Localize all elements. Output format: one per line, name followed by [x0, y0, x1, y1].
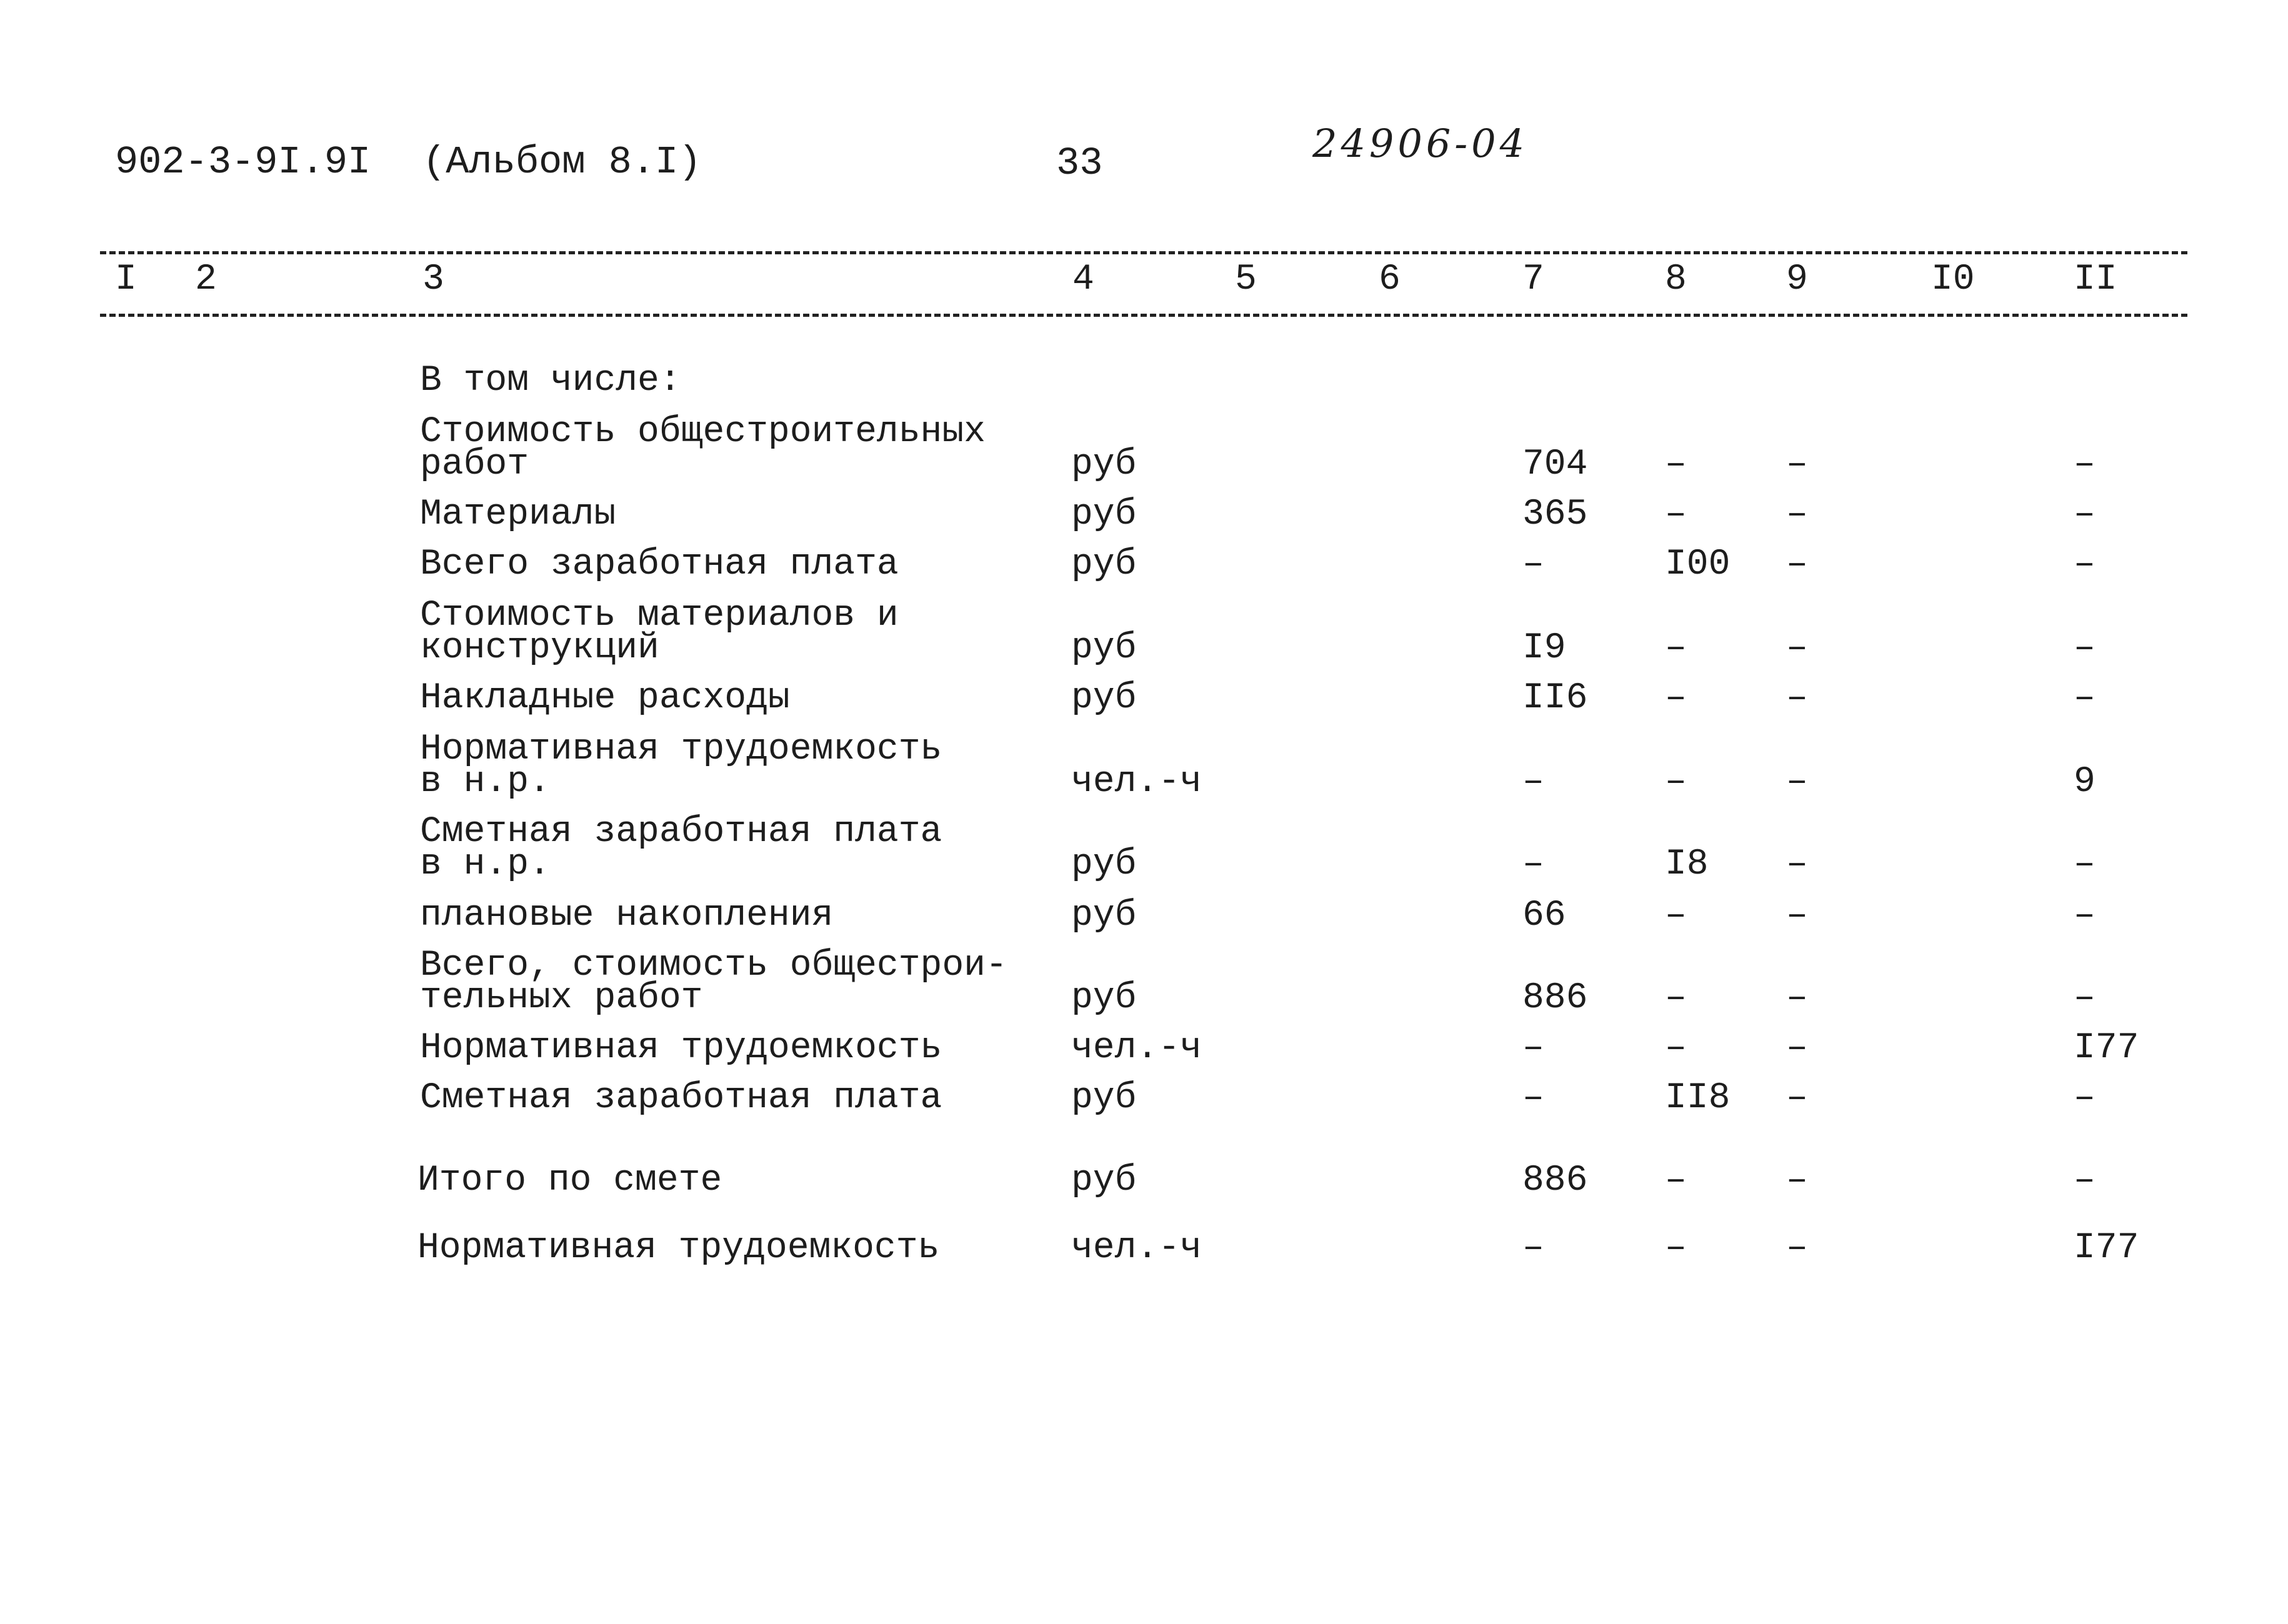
row-description: Накладные расходы — [420, 678, 790, 719]
column-number: 5 — [1235, 259, 1257, 300]
row-col9-value: – — [1786, 1078, 1808, 1118]
row-description: плановые накопления — [420, 895, 834, 936]
row-col8-value: – — [1665, 494, 1687, 535]
row-col7-value: 886 — [1522, 978, 1588, 1019]
row-col7-value: – — [1522, 1078, 1544, 1118]
row-unit: чел.-ч — [1071, 762, 1202, 802]
table-header-bottom-rule — [100, 314, 2187, 317]
section-title: В том числе: — [420, 361, 681, 401]
row-col11-value: – — [2074, 544, 2096, 585]
row-col9-value: – — [1786, 544, 1808, 585]
row-col11-value: – — [2074, 978, 2096, 1019]
row-col8-value: I00 — [1665, 544, 1731, 585]
row-col8-value: – — [1665, 1160, 1687, 1201]
row-col11-value: – — [2074, 678, 2096, 719]
album-label: (Альбом 8.I) — [422, 140, 702, 184]
row-description: в н.р. — [420, 844, 551, 885]
document-code: 902-3-9I.9I — [115, 140, 371, 184]
row-description: Нормативная трудоемкость — [417, 1228, 940, 1268]
row-description: тельных работ — [420, 978, 703, 1019]
row-unit: руб — [1071, 978, 1137, 1019]
row-description: Сметная заработная плата — [420, 1078, 942, 1118]
row-col9-value: – — [1786, 978, 1808, 1019]
row-unit: руб — [1071, 628, 1137, 669]
row-col7-value: 886 — [1522, 1160, 1588, 1201]
row-unit: чел.-ч — [1071, 1228, 1202, 1268]
row-col8-value: – — [1665, 444, 1687, 485]
column-number: 3 — [422, 259, 444, 300]
row-col11-value: 9 — [2074, 762, 2096, 802]
row-col9-value: – — [1786, 762, 1808, 802]
row-description: Нормативная трудоемкость — [420, 1028, 942, 1069]
row-col7-value: – — [1522, 1028, 1544, 1069]
row-unit: руб — [1071, 1078, 1137, 1118]
row-unit: руб — [1071, 895, 1137, 936]
column-number: I — [115, 259, 137, 300]
row-col11-value: – — [2074, 628, 2096, 669]
column-number: 6 — [1379, 259, 1401, 300]
row-unit: руб — [1071, 494, 1137, 535]
row-col8-value: – — [1665, 762, 1687, 802]
column-number: 8 — [1665, 259, 1687, 300]
row-col7-value: – — [1522, 544, 1544, 585]
row-col9-value: – — [1786, 895, 1808, 936]
row-col7-value: I9 — [1522, 628, 1566, 669]
row-description: конструкций — [420, 628, 659, 669]
column-number: 4 — [1072, 259, 1094, 300]
column-number: 9 — [1786, 259, 1808, 300]
row-col8-value: – — [1665, 1028, 1687, 1069]
row-description: Сметная заработная плата — [420, 812, 942, 852]
row-col7-value: 704 — [1522, 444, 1588, 485]
page-number: 33 — [1056, 141, 1103, 186]
row-col7-value: – — [1522, 844, 1544, 885]
row-col11-value: – — [2074, 844, 2096, 885]
row-col8-value: II8 — [1665, 1078, 1731, 1118]
row-col9-value: – — [1786, 444, 1808, 485]
row-description: работ — [420, 444, 529, 485]
row-col9-value: – — [1786, 678, 1808, 719]
row-col9-value: – — [1786, 844, 1808, 885]
row-col7-value: 365 — [1522, 494, 1588, 535]
row-description: Итого по смете — [417, 1160, 722, 1201]
row-col8-value: – — [1665, 678, 1687, 719]
row-description: Стоимость материалов и — [420, 595, 899, 636]
row-col8-value: I8 — [1665, 844, 1709, 885]
row-col11-value: – — [2074, 1160, 2096, 1201]
row-description: Всего заработная плата — [420, 544, 899, 585]
row-col9-value: – — [1786, 1028, 1808, 1069]
row-unit: руб — [1071, 678, 1137, 719]
row-col11-value: – — [2074, 444, 2096, 485]
row-unit: руб — [1071, 444, 1137, 485]
row-col9-value: – — [1786, 1160, 1808, 1201]
row-col8-value: – — [1665, 628, 1687, 669]
row-description: Материалы — [420, 494, 616, 535]
row-col8-value: – — [1665, 895, 1687, 936]
row-col11-value: – — [2074, 895, 2096, 936]
row-description: Всего, стоимость общестрои- — [420, 945, 1007, 986]
row-col7-value: – — [1522, 1228, 1544, 1268]
column-number: 2 — [195, 259, 217, 300]
row-col7-value: – — [1522, 762, 1544, 802]
column-number: II — [2074, 259, 2117, 300]
row-unit: руб — [1071, 544, 1137, 585]
row-col8-value: – — [1665, 1228, 1687, 1268]
row-unit: руб — [1071, 1160, 1137, 1201]
row-col11-value: I77 — [2074, 1028, 2139, 1069]
row-col11-value: – — [2074, 1078, 2096, 1118]
row-unit: руб — [1071, 844, 1137, 885]
handwritten-code: 24906-04 — [1312, 121, 1529, 166]
row-col11-value: – — [2074, 494, 2096, 535]
column-number: I0 — [1931, 259, 1975, 300]
row-description: Стоимость общестроительных — [420, 412, 986, 452]
row-col11-value: I77 — [2074, 1228, 2139, 1268]
column-number: 7 — [1522, 259, 1544, 300]
row-col9-value: – — [1786, 628, 1808, 669]
row-description: в н.р. — [420, 762, 551, 802]
row-col7-value: II6 — [1522, 678, 1588, 719]
row-col9-value: – — [1786, 1228, 1808, 1268]
row-col8-value: – — [1665, 978, 1687, 1019]
row-col9-value: – — [1786, 494, 1808, 535]
table-top-rule — [100, 251, 2187, 254]
row-col7-value: 66 — [1522, 895, 1566, 936]
row-description: Нормативная трудоемкость — [420, 729, 942, 770]
row-unit: чел.-ч — [1071, 1028, 1202, 1069]
